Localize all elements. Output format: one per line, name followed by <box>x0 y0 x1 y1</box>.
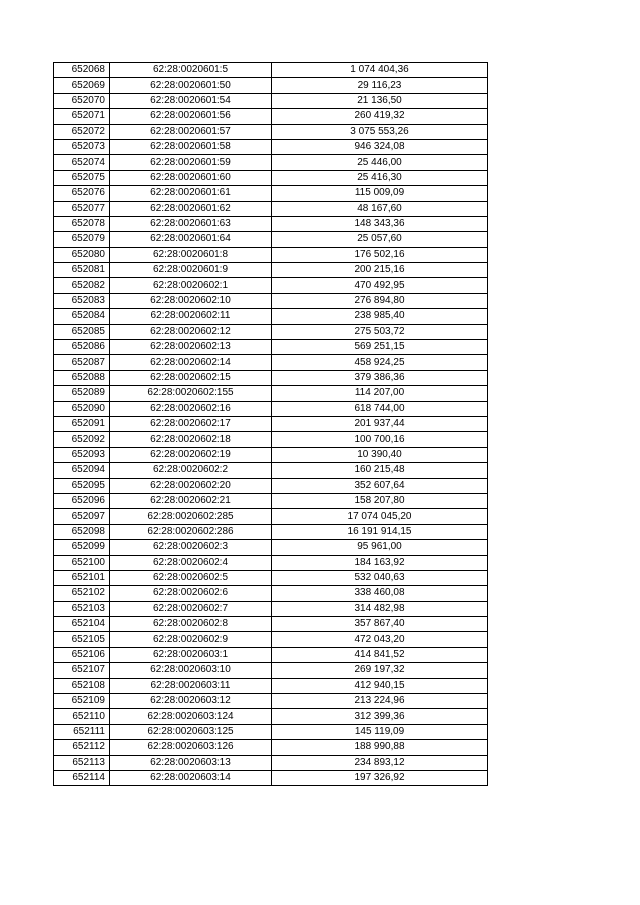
row-id-cell: 652077 <box>54 201 110 216</box>
table-row <box>54 694 488 709</box>
row-id-cell: 652110 <box>54 709 110 724</box>
row-id-cell: 652106 <box>54 647 110 662</box>
row-id-cell: 652090 <box>54 401 110 416</box>
cadastral-number-cell: 62:28:0020602:5 <box>110 570 272 585</box>
row-id-cell: 652087 <box>54 355 110 370</box>
cadastral-number-cell: 62:28:0020601:62 <box>110 201 272 216</box>
cadastral-number-cell: 62:28:0020602:6 <box>110 586 272 601</box>
cadastral-number-cell: 62:28:0020602:285 <box>110 509 272 524</box>
table-row <box>54 770 488 785</box>
table-row <box>54 493 488 508</box>
row-id-cell: 652099 <box>54 540 110 555</box>
row-id-cell: 652086 <box>54 340 110 355</box>
table-row <box>54 263 488 278</box>
table-row <box>54 724 488 739</box>
row-id-cell: 652108 <box>54 678 110 693</box>
table-row <box>54 386 488 401</box>
row-id-cell: 652069 <box>54 78 110 93</box>
cadastral-number-cell: 62:28:0020601:5 <box>110 63 272 78</box>
table-row <box>54 93 488 108</box>
table-body <box>54 63 488 786</box>
cadastral-number-cell: 62:28:0020602:19 <box>110 447 272 462</box>
value-cell: 10 390,40 <box>272 447 488 462</box>
cadastral-number-cell: 62:28:0020602:3 <box>110 540 272 555</box>
value-cell: 184 163,92 <box>272 555 488 570</box>
cadastral-number-cell: 62:28:0020601:59 <box>110 155 272 170</box>
row-id-cell: 652093 <box>54 447 110 462</box>
cadastral-number-cell: 62:28:0020603:14 <box>110 770 272 785</box>
table-row <box>54 201 488 216</box>
cadastral-number-cell: 62:28:0020603:124 <box>110 709 272 724</box>
table-row <box>54 216 488 231</box>
table-row <box>54 555 488 570</box>
cadastral-number-cell: 62:28:0020602:17 <box>110 416 272 431</box>
value-cell: 312 399,36 <box>272 709 488 724</box>
table-row <box>54 478 488 493</box>
row-id-cell: 652081 <box>54 263 110 278</box>
row-id-cell: 652102 <box>54 586 110 601</box>
value-cell: 569 251,15 <box>272 340 488 355</box>
row-id-cell: 652084 <box>54 309 110 324</box>
table-row <box>54 355 488 370</box>
cadastral-number-cell: 62:28:0020602:10 <box>110 293 272 308</box>
cadastral-number-cell: 62:28:0020602:1 <box>110 278 272 293</box>
table-row <box>54 247 488 262</box>
value-cell: 269 197,32 <box>272 663 488 678</box>
value-cell: 414 841,52 <box>272 647 488 662</box>
value-cell: 201 937,44 <box>272 416 488 431</box>
row-id-cell: 652072 <box>54 124 110 139</box>
cadastral-number-cell: 62:28:0020602:21 <box>110 493 272 508</box>
value-cell: 618 744,00 <box>272 401 488 416</box>
value-cell: 472 043,20 <box>272 632 488 647</box>
value-cell: 148 343,36 <box>272 216 488 231</box>
cadastral-number-cell: 62:28:0020601:58 <box>110 139 272 154</box>
table-row <box>54 416 488 431</box>
row-id-cell: 652074 <box>54 155 110 170</box>
cadastral-number-cell: 62:28:0020602:155 <box>110 386 272 401</box>
table-row <box>54 740 488 755</box>
table-row <box>54 647 488 662</box>
row-id-cell: 652078 <box>54 216 110 231</box>
cadastral-number-cell: 62:28:0020601:64 <box>110 232 272 247</box>
value-cell: 115 009,09 <box>272 186 488 201</box>
table-row <box>54 617 488 632</box>
spreadsheet-page <box>53 62 488 786</box>
table-row <box>54 170 488 185</box>
row-id-cell: 652070 <box>54 93 110 108</box>
table-row <box>54 570 488 585</box>
row-id-cell: 652068 <box>54 63 110 78</box>
value-cell: 197 326,92 <box>272 770 488 785</box>
value-cell: 145 119,09 <box>272 724 488 739</box>
cadastral-number-cell: 62:28:0020601:56 <box>110 109 272 124</box>
row-id-cell: 652083 <box>54 293 110 308</box>
cadastral-number-cell: 62:28:0020603:13 <box>110 755 272 770</box>
cadastral-number-cell: 62:28:0020601:50 <box>110 78 272 93</box>
table-row <box>54 139 488 154</box>
value-cell: 946 324,08 <box>272 139 488 154</box>
row-id-cell: 652075 <box>54 170 110 185</box>
row-id-cell: 652082 <box>54 278 110 293</box>
row-id-cell: 652097 <box>54 509 110 524</box>
value-cell: 1 074 404,36 <box>272 63 488 78</box>
value-cell: 260 419,32 <box>272 109 488 124</box>
value-cell: 352 607,64 <box>272 478 488 493</box>
row-id-cell: 652073 <box>54 139 110 154</box>
row-id-cell: 652113 <box>54 755 110 770</box>
value-cell: 276 894,80 <box>272 293 488 308</box>
table-row <box>54 524 488 539</box>
value-cell: 200 215,16 <box>272 263 488 278</box>
cadastral-number-cell: 62:28:0020603:10 <box>110 663 272 678</box>
row-id-cell: 652107 <box>54 663 110 678</box>
value-cell: 238 985,40 <box>272 309 488 324</box>
table-row <box>54 632 488 647</box>
table-row <box>54 63 488 78</box>
cadastral-number-cell: 62:28:0020603:125 <box>110 724 272 739</box>
value-cell: 48 167,60 <box>272 201 488 216</box>
value-cell: 412 940,15 <box>272 678 488 693</box>
table-row <box>54 124 488 139</box>
value-cell: 25 446,00 <box>272 155 488 170</box>
row-id-cell: 652101 <box>54 570 110 585</box>
value-cell: 357 867,40 <box>272 617 488 632</box>
table-row <box>54 586 488 601</box>
row-id-cell: 652103 <box>54 601 110 616</box>
cadastral-number-cell: 62:28:0020601:9 <box>110 263 272 278</box>
cadastral-number-cell: 62:28:0020601:60 <box>110 170 272 185</box>
cadastral-number-cell: 62:28:0020602:9 <box>110 632 272 647</box>
value-cell: 213 224,96 <box>272 694 488 709</box>
table-row <box>54 540 488 555</box>
cadastral-number-cell: 62:28:0020602:20 <box>110 478 272 493</box>
value-cell: 25 416,30 <box>272 170 488 185</box>
cadastral-number-cell: 62:28:0020602:18 <box>110 432 272 447</box>
cadastral-number-cell: 62:28:0020602:4 <box>110 555 272 570</box>
table-row <box>54 309 488 324</box>
row-id-cell: 652104 <box>54 617 110 632</box>
table-row <box>54 678 488 693</box>
cadastral-number-cell: 62:28:0020603:126 <box>110 740 272 755</box>
table-row <box>54 509 488 524</box>
cadastral-number-cell: 62:28:0020601:8 <box>110 247 272 262</box>
value-cell: 160 215,48 <box>272 463 488 478</box>
cadastral-value-table <box>53 62 488 786</box>
row-id-cell: 652079 <box>54 232 110 247</box>
row-id-cell: 652098 <box>54 524 110 539</box>
cadastral-number-cell: 62:28:0020602:2 <box>110 463 272 478</box>
cadastral-number-cell: 62:28:0020603:1 <box>110 647 272 662</box>
cadastral-number-cell: 62:28:0020601:57 <box>110 124 272 139</box>
table-row <box>54 155 488 170</box>
row-id-cell: 652088 <box>54 370 110 385</box>
value-cell: 470 492,95 <box>272 278 488 293</box>
cadastral-number-cell: 62:28:0020601:54 <box>110 93 272 108</box>
cadastral-number-cell: 62:28:0020601:63 <box>110 216 272 231</box>
row-id-cell: 652114 <box>54 770 110 785</box>
value-cell: 16 191 914,15 <box>272 524 488 539</box>
value-cell: 100 700,16 <box>272 432 488 447</box>
row-id-cell: 652092 <box>54 432 110 447</box>
cadastral-number-cell: 62:28:0020602:13 <box>110 340 272 355</box>
table-row <box>54 663 488 678</box>
value-cell: 21 136,50 <box>272 93 488 108</box>
table-row <box>54 293 488 308</box>
table-row <box>54 324 488 339</box>
cadastral-number-cell: 62:28:0020602:8 <box>110 617 272 632</box>
cadastral-number-cell: 62:28:0020602:12 <box>110 324 272 339</box>
table-row <box>54 186 488 201</box>
value-cell: 29 116,23 <box>272 78 488 93</box>
row-id-cell: 652089 <box>54 386 110 401</box>
value-cell: 158 207,80 <box>272 493 488 508</box>
row-id-cell: 652076 <box>54 186 110 201</box>
row-id-cell: 652071 <box>54 109 110 124</box>
row-id-cell: 652111 <box>54 724 110 739</box>
value-cell: 114 207,00 <box>272 386 488 401</box>
cadastral-number-cell: 62:28:0020602:11 <box>110 309 272 324</box>
row-id-cell: 652105 <box>54 632 110 647</box>
cadastral-number-cell: 62:28:0020601:61 <box>110 186 272 201</box>
table-row <box>54 278 488 293</box>
value-cell: 532 040,63 <box>272 570 488 585</box>
value-cell: 458 924,25 <box>272 355 488 370</box>
cadastral-number-cell: 62:28:0020602:286 <box>110 524 272 539</box>
value-cell: 3 075 553,26 <box>272 124 488 139</box>
value-cell: 379 386,36 <box>272 370 488 385</box>
table-row <box>54 370 488 385</box>
table-row <box>54 709 488 724</box>
cadastral-number-cell: 62:28:0020602:14 <box>110 355 272 370</box>
row-id-cell: 652100 <box>54 555 110 570</box>
row-id-cell: 652091 <box>54 416 110 431</box>
table-row <box>54 340 488 355</box>
row-id-cell: 652109 <box>54 694 110 709</box>
cadastral-number-cell: 62:28:0020602:16 <box>110 401 272 416</box>
table-row <box>54 755 488 770</box>
table-row <box>54 432 488 447</box>
value-cell: 275 503,72 <box>272 324 488 339</box>
value-cell: 17 074 045,20 <box>272 509 488 524</box>
row-id-cell: 652094 <box>54 463 110 478</box>
table-row <box>54 401 488 416</box>
table-row <box>54 601 488 616</box>
row-id-cell: 652085 <box>54 324 110 339</box>
table-row <box>54 232 488 247</box>
value-cell: 25 057,60 <box>272 232 488 247</box>
cadastral-number-cell: 62:28:0020602:15 <box>110 370 272 385</box>
cadastral-number-cell: 62:28:0020603:12 <box>110 694 272 709</box>
table-row <box>54 447 488 462</box>
row-id-cell: 652096 <box>54 493 110 508</box>
row-id-cell: 652080 <box>54 247 110 262</box>
table-row <box>54 463 488 478</box>
cadastral-number-cell: 62:28:0020603:11 <box>110 678 272 693</box>
row-id-cell: 652112 <box>54 740 110 755</box>
value-cell: 95 961,00 <box>272 540 488 555</box>
value-cell: 234 893,12 <box>272 755 488 770</box>
value-cell: 338 460,08 <box>272 586 488 601</box>
cadastral-number-cell: 62:28:0020602:7 <box>110 601 272 616</box>
table-row <box>54 78 488 93</box>
value-cell: 188 990,88 <box>272 740 488 755</box>
value-cell: 314 482,98 <box>272 601 488 616</box>
value-cell: 176 502,16 <box>272 247 488 262</box>
row-id-cell: 652095 <box>54 478 110 493</box>
table-row <box>54 109 488 124</box>
